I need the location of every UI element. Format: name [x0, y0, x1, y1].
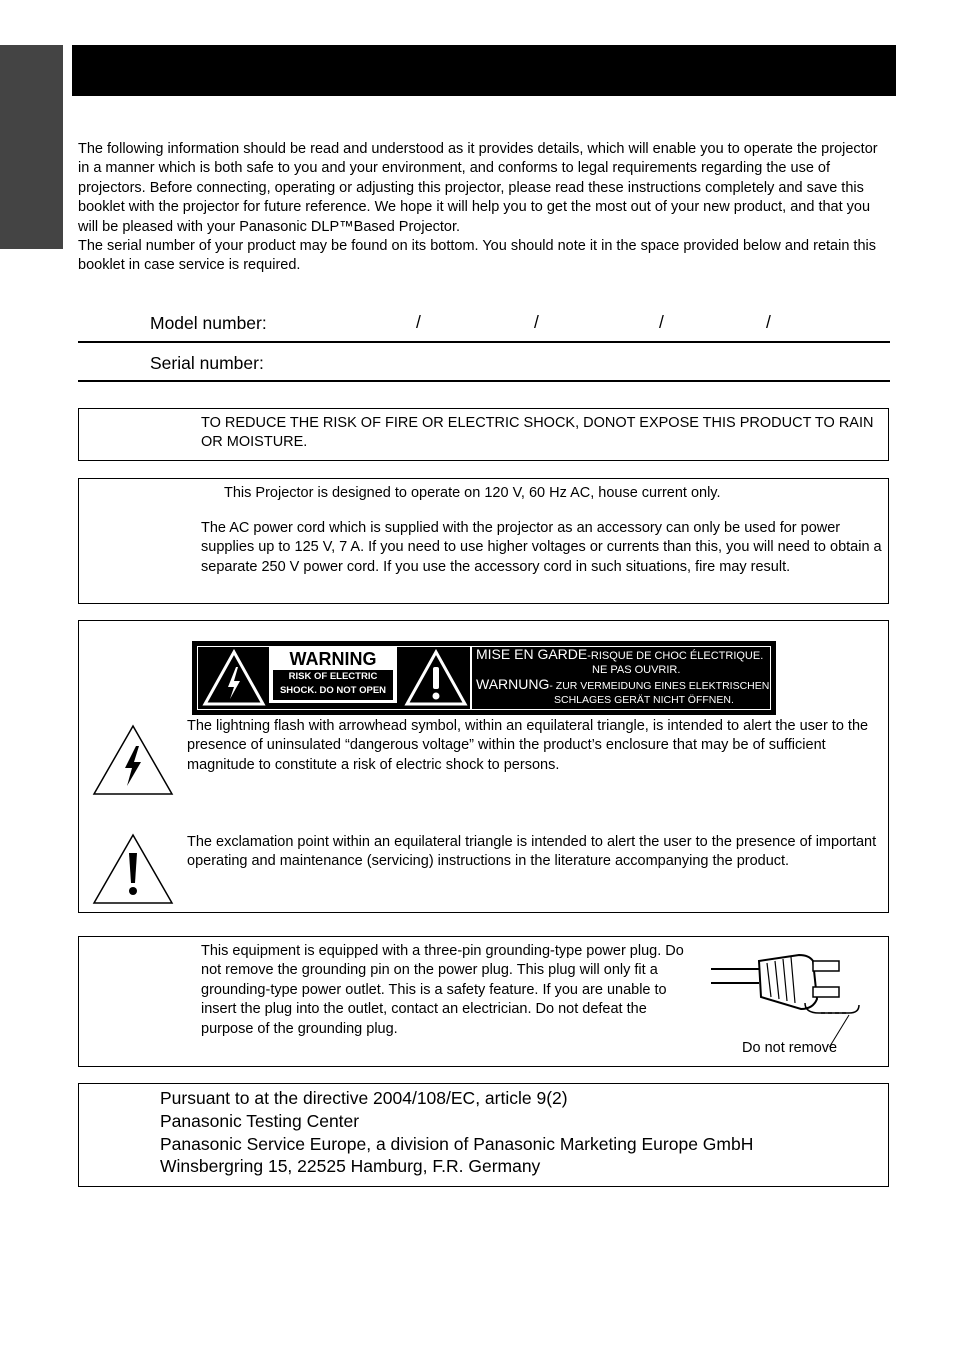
model-number-line — [78, 341, 890, 343]
warning-banner — [192, 641, 776, 715]
banner-fr-head: MISE EN GARDE — [476, 646, 588, 662]
address-line-4: Winsbergring 15, 22525 Hamburg, F.R. Germany — [160, 1156, 541, 1177]
banner-de-head: WARNUNG — [476, 676, 550, 692]
lightning-symbol-icon — [92, 724, 174, 796]
model-slash: / — [659, 312, 664, 332]
banner-de-text-1: - ZUR VERMEIDUNG EINES ELEKTRISCHEN — [549, 680, 770, 692]
address-line-2: Panasonic Testing Center — [160, 1110, 360, 1131]
model-number-label: Model number: — [150, 313, 267, 333]
grounding-plug-box — [78, 936, 889, 1067]
warning-sub-line-1: RISK OF ELECTRIC — [288, 671, 378, 682]
serial-number-line — [78, 380, 890, 382]
intro-text — [78, 140, 890, 276]
intro-paragraph-1: The following information should be read and understood as it provides details, which will enable you to operate the projector in a manner which is both safe to you and your environment, and conforms to legal requirements regarding the use of projectors. Before connecting, operating or adjusting this projector, please read these instructions completely and save this booklet with the projector for future reference. We hope it will help you to get the most out of your new product, and that you will be pleased with your Panasonic DLP™Based Projector. — [78, 141, 878, 235]
warning-label — [269, 647, 397, 703]
address-line-3: Panasonic Service Europe, a division of Panasonic Marketing Europe GmbH — [160, 1133, 754, 1154]
address-block — [160, 1087, 753, 1178]
side-tab — [0, 45, 63, 249]
exclamation-symbol-icon — [92, 833, 174, 905]
banner-fr-text-1: -RISQUE DE CHOC ÉLECTRIQUE. — [587, 650, 764, 662]
grounding-plug-icon — [709, 947, 879, 1047]
moisture-warning-box — [78, 408, 889, 461]
address-line-1: Pursuant to at the directive 2004/108/EC, article 9(2) — [160, 1088, 568, 1108]
model-slash: / — [534, 312, 539, 332]
power-notice-line: This Projector is designed to operate on 120 V, 60 Hz AC, house current only. — [224, 485, 721, 501]
exclamation-triangle-icon — [404, 649, 468, 707]
model-slash: / — [416, 312, 421, 332]
model-slash: / — [766, 312, 771, 332]
power-notice-box — [78, 478, 889, 604]
serial-number-label: Serial number: — [150, 353, 264, 373]
lightning-symbol-text: The lightning flash with arrowhead symbol, within an equilateral triangle, is intended to alert the user to the presence of uninsulated “dangerous voltage” within the product’s enclosure that may be of sufficient magnitude to constitute a risk of electric shock to persons. — [187, 718, 869, 773]
banner-fr-text-2: NE PAS OUVRIR. — [592, 664, 681, 676]
warning-title: WARNING — [289, 649, 377, 669]
warning-sub-line-2: SHOCK. DO NOT OPEN — [279, 685, 387, 696]
banner-de-text-2: SCHLAGES GERÄT NICHT ÖFFNEN. — [554, 694, 734, 706]
grounding-plug-caption: Do not remove — [742, 1040, 838, 1056]
grounding-plug-text: This equipment is equipped with a three-pin grounding-type power plug. Do not remove the grounding pin on the power plug. This plug will only fit a grounding-type power outlet. This is a safety feature. If you are unable to insert the plug into the outlet, contact an electrician. Do not defeat the purpose of the grounding plug. — [201, 943, 684, 1037]
intro-paragraph-2: The serial number of your product may be found on its bottom. You should note it in the space provided below and retain this booklet in case service is required. — [78, 238, 876, 274]
lightning-triangle-icon — [202, 649, 266, 707]
power-cord-text: The AC power cord which is supplied with the projector as an accessory can only be used for power supplies up to 125 V, 7 A. If you need to use higher voltages or currents than this, you will need to obtain a separate 250 V power cord. If you use the accessory cord in such situations, fire may result. — [201, 520, 882, 575]
moisture-warning-text: TO REDUCE THE RISK OF FIRE OR ELECTRIC SHOCK, DONOT EXPOSE THIS PRODUCT TO RAIN OR MOISTURE. — [201, 415, 874, 451]
exclamation-symbol-text: The exclamation point within an equilateral triangle is intended to alert the user to the presence of important operating and maintenance (servicing) instructions in the literature accompanying the product. — [187, 834, 877, 870]
header-bar — [72, 45, 896, 96]
